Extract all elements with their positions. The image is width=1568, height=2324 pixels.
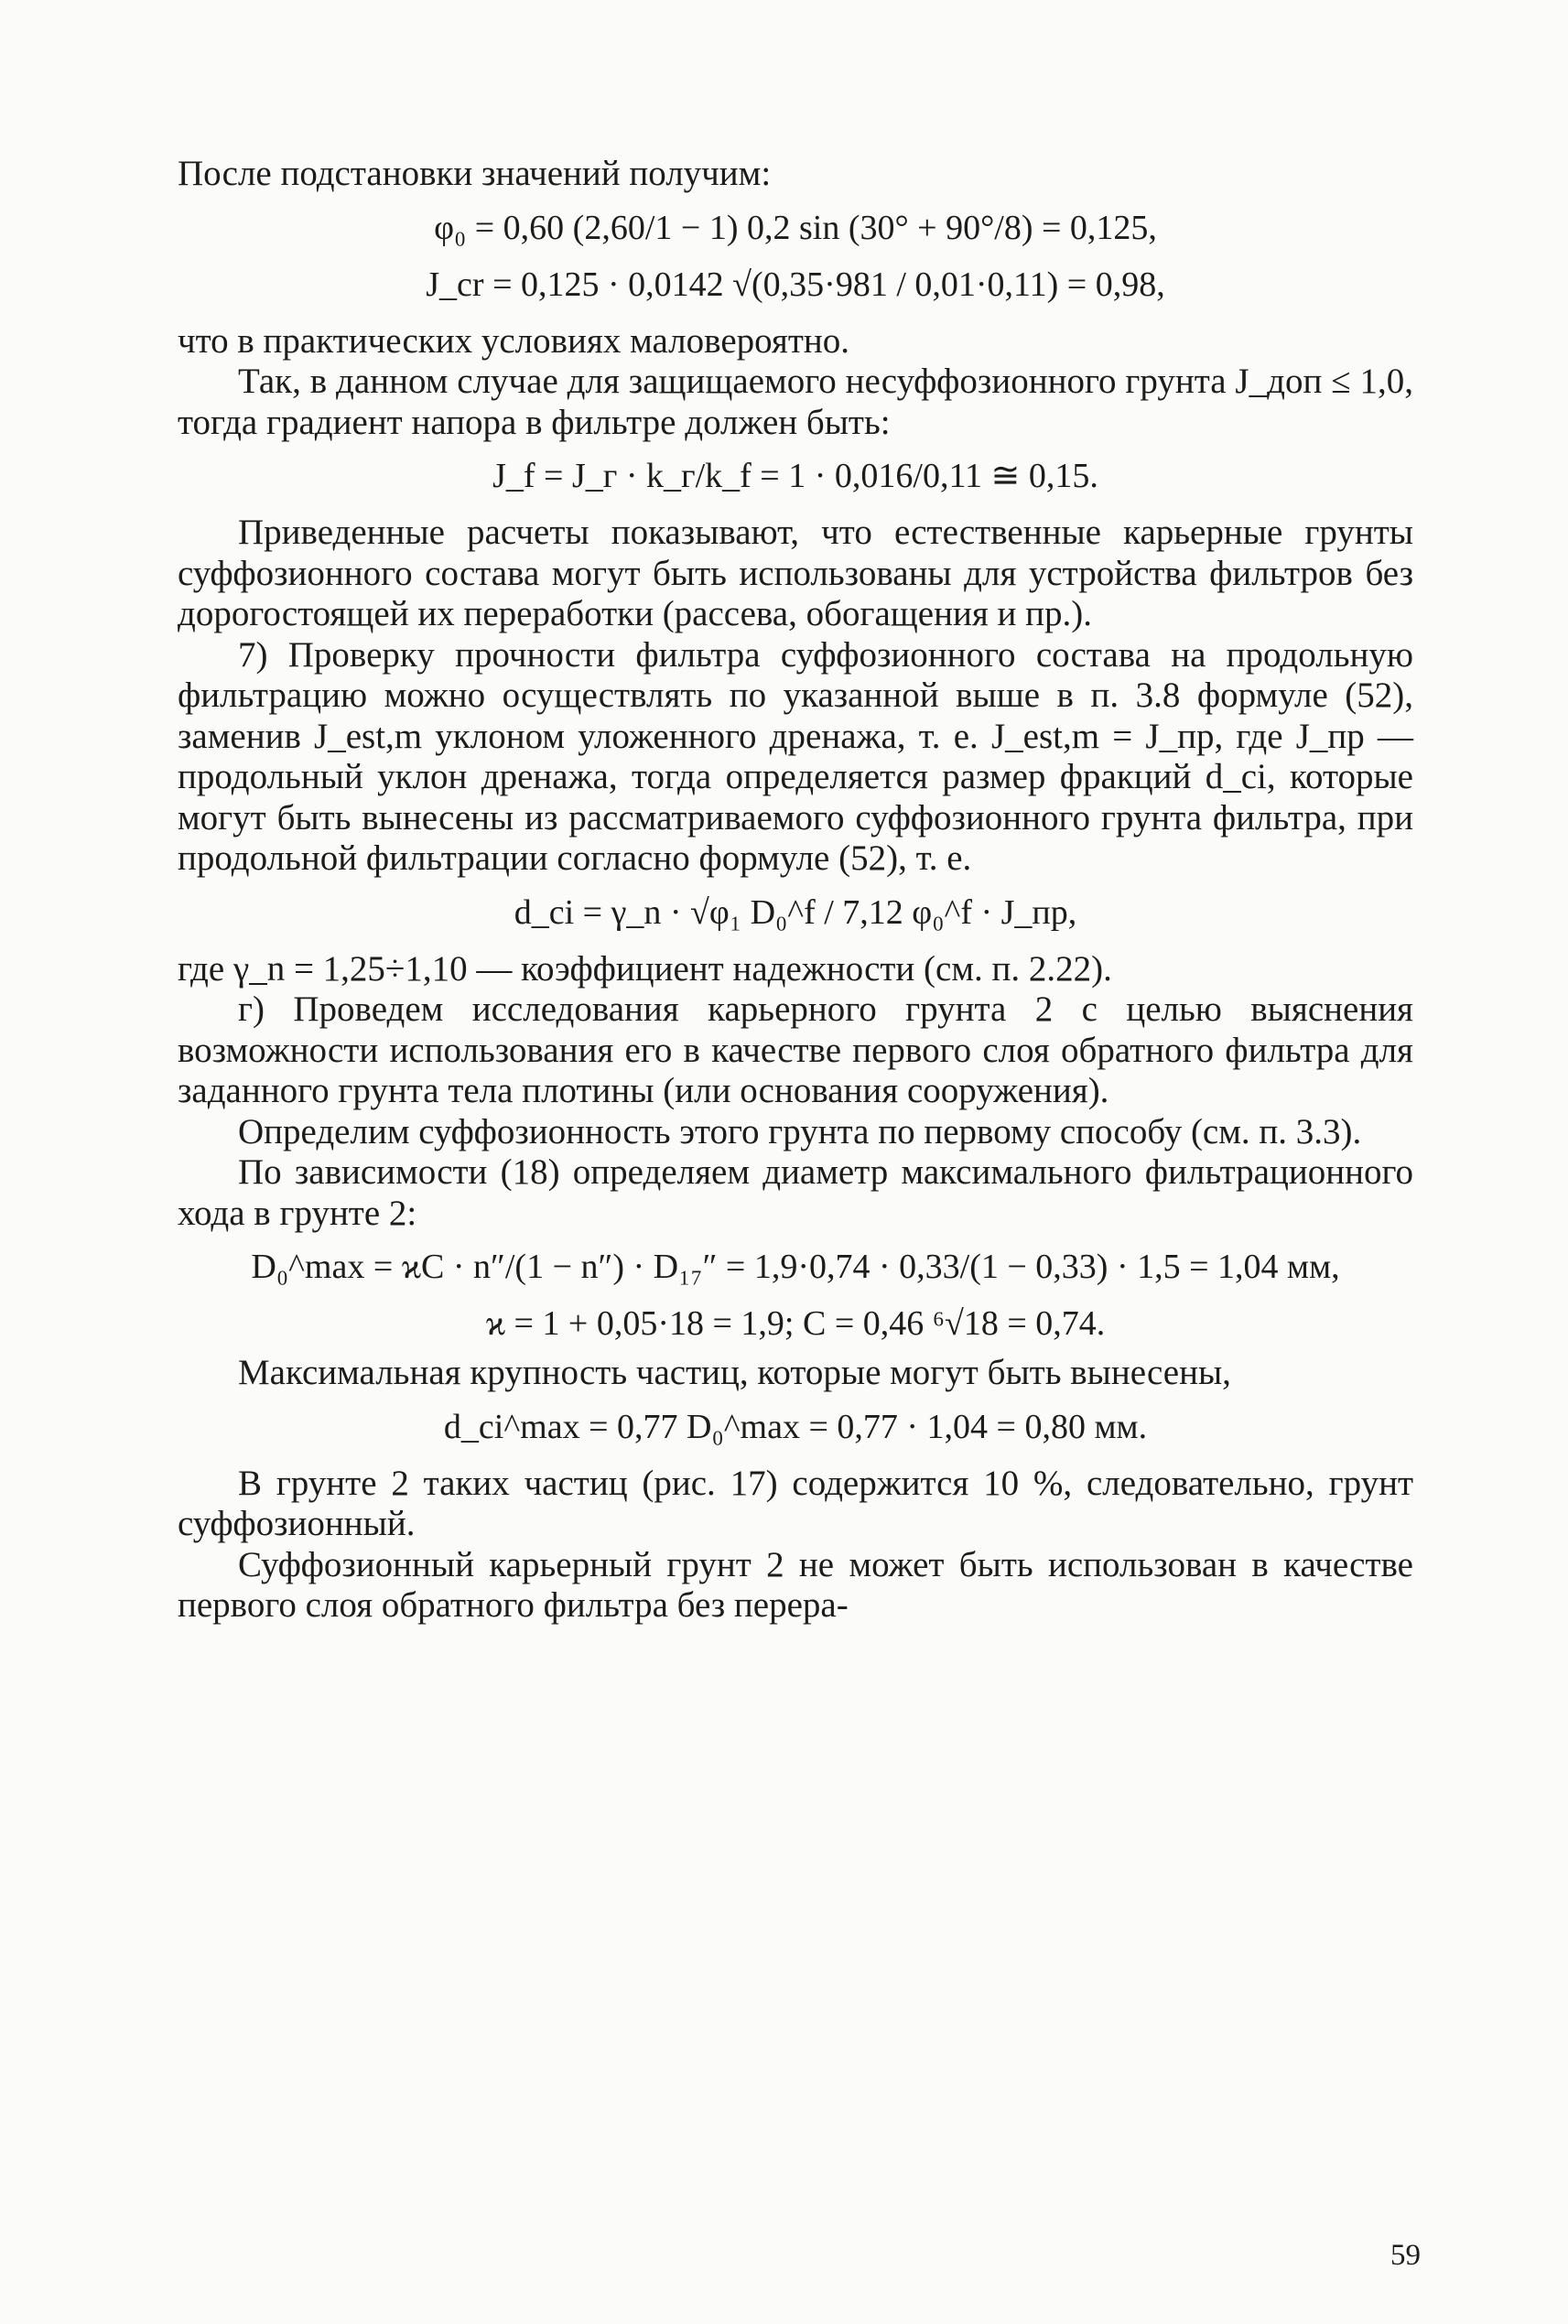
formula-dcimax: d_ci^max = 0,77 D₀^max = 0,77 · 1,04 = 0,80 мм. bbox=[443, 1407, 1148, 1446]
paragraph: Приведенные расчеты показывают, что естественные карьерные грунты суффозионного состава могут быть использованы для устройства фильтров без дорогостоящей их переработки (рассева, обогащения и пр.). bbox=[178, 513, 1413, 633]
paragraph: Определим суффозионность этого грунта по первому способу (см. п. 3.3). bbox=[238, 1111, 1362, 1151]
paragraph: г) Проведем исследования карьерного грунта 2 с целью выяснения возможности использования его в качестве первого слоя обратного фильтра для заданного грунта тела плотины (или основания сооружения). bbox=[178, 989, 1413, 1110]
paragraph: После подстановки значений получим: bbox=[178, 154, 772, 193]
formula-kappa-c: ϰ = 1 + 0,05·18 = 1,9; C = 0,46 ⁶√18 = 0,74. bbox=[485, 1304, 1106, 1343]
text-column bbox=[178, 154, 1413, 1627]
formula-dci: d_ci = γ_n · √φ₁ D₀^f / 7,12 φ₀^f · J_пр, bbox=[514, 892, 1077, 932]
paragraph: Так, в данном случае для защищаемого несуффозионного грунта J_доп ≤ 1,0, тогда градиент напора в фильтре должен быть: bbox=[178, 362, 1413, 442]
paragraph: По зависимости (18) определяем диаметр максимального фильтрационного хода в грунте 2: bbox=[178, 1152, 1413, 1233]
formula-jcr: J_cr = 0,125 · 0,0142 √(0,35·981 / 0,01·0,11) = 0,98, bbox=[426, 265, 1165, 304]
paragraph: Максимальная крупность частиц, которые могут быть вынесены, bbox=[238, 1353, 1231, 1392]
formula-jf: J_f = J_г · k_г/k_f = 1 · 0,016/0,11 ≅ 0,15. bbox=[492, 457, 1098, 495]
paragraph: Суффозионный карьерный грунт 2 не может быть использован в качестве первого слоя обратного фильтра без перера- bbox=[178, 1544, 1413, 1625]
formula-d0max: D₀^max = ϰC · n″/(1 − n″) · D₁₇″ = 1,9·0,74 · 0,33/(1 − 0,33) · 1,5 = 1,04 мм, bbox=[251, 1248, 1340, 1286]
paragraph: что в практических условиях маловероятно. bbox=[178, 320, 849, 361]
formula-phi0: φ₀ = 0,60 (2,60/1 − 1) 0,2 sin (30° + 90°/8) = 0,125, bbox=[434, 208, 1157, 247]
paragraph: 7) Проверку прочности фильтра суффозионного состава на продольную фильтрацию можно осуществлять по указанной выше в п. 3.8 формуле (52), заменив J_est,m уклоном уложенного дренажа, т. е. J_est,m = J_пр, где J_пр — продольный уклон дренажа, тогда определяется размер фракций d_ci, которые могут быть вынесены из рассматриваемого суффозионного грунта фильтра, при продольной фильтрации согласно формуле (52), т. е. bbox=[178, 634, 1413, 878]
page-number: 59 bbox=[1390, 2239, 1421, 2272]
paragraph: В грунте 2 таких частиц (рис. 17) содержится 10 %, следовательно, грунт суффозионный. bbox=[178, 1463, 1413, 1543]
paragraph: где γ_n = 1,25÷1,10 — коэффициент надежности (см. п. 2.22). bbox=[178, 948, 1112, 989]
